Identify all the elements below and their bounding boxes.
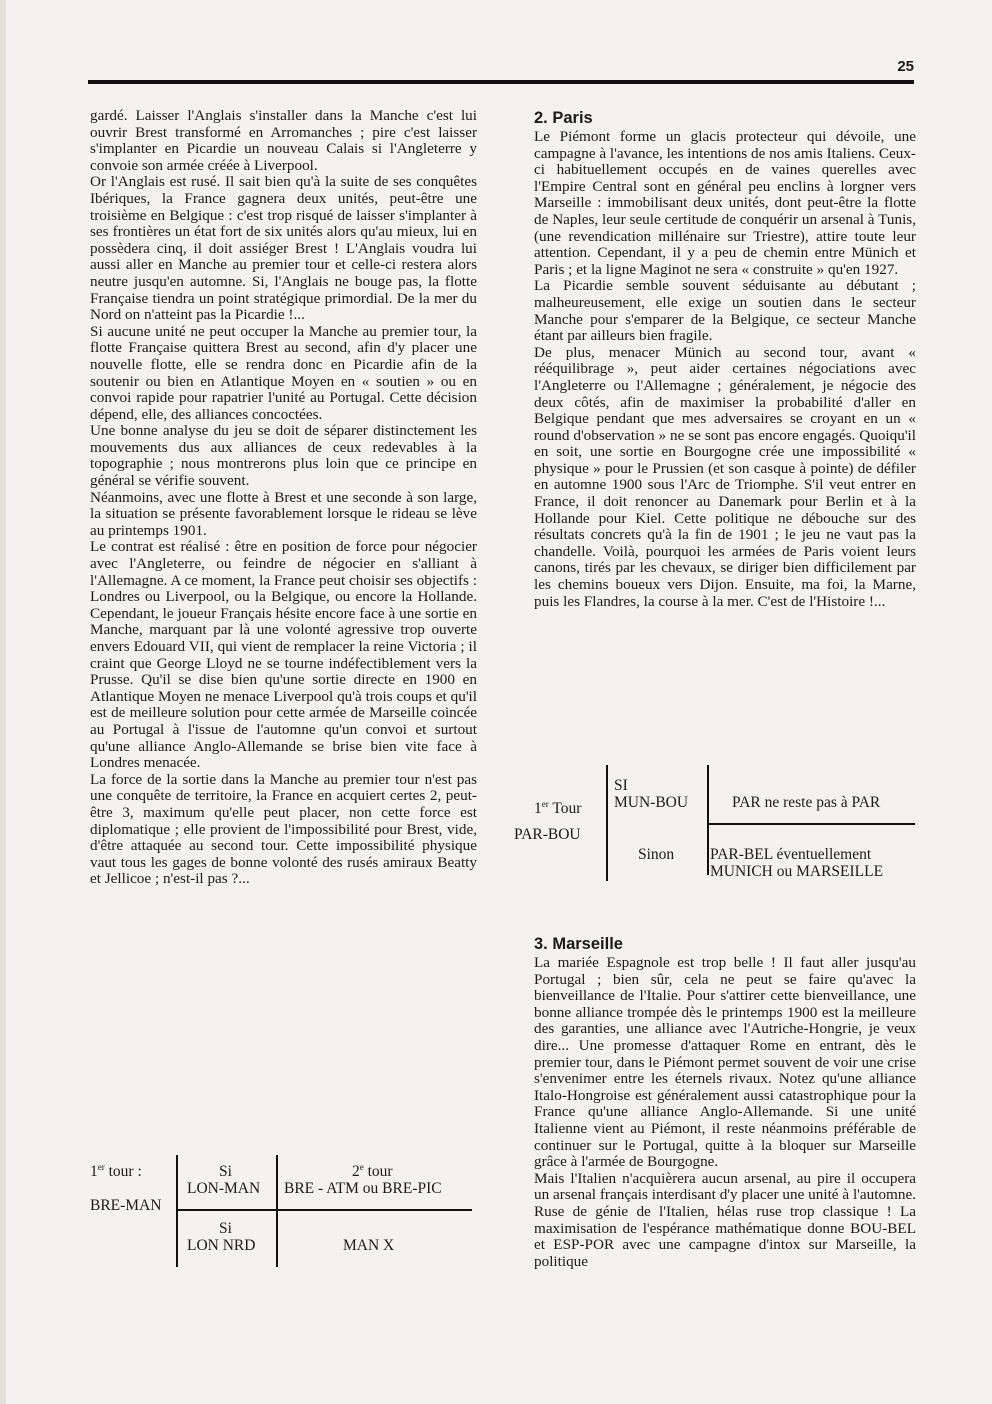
- condition2-move: LON NRD: [187, 1237, 256, 1254]
- paragraph: gardé. Laisser l'Anglais s'installer dans la Manche c'est lui ouvrir Brest transformé en Arromanches ; pire c'est laisser s'implanter en Picardie un nouveau Calais si l'Angleterre y convoie son armée créée à Liverpool.: [90, 107, 477, 174]
- tour-label: [534, 800, 581, 818]
- header-rule: [88, 80, 914, 84]
- paragraph: De plus, menacer Münich au second tour, avant « rééquilibrage », peut aider certaines négociations avec l'Angleterre ou l'Allemagne ; généralement, je négocie des deux côtés, afin de maximiser la probabilité d'aller en Belgique pendant que mes adversaires se croyant en un « round d'observation » ne se sont pas encore engagés. Quoiqu'il en soit, une sortie en Bourgogne crée une impossibilité « physique » pour le Prussien (et son casque à pointe) de défiler en automne 1900 sous l'Arc de Triomphe. S'il veut entrer en France, il doit renoncer au Danemark pour Berlin et à la Hollande pour Kiel. Cette politique ne débouche sur des résultats concrets qu'à la fin de 1901 ; le jeu ne vaut pas la chandelle. Voilà, pourquoi les armées de Paris voient leurs canons, tirés par les chevaux, se diriger bien difficilement par les chemins boueux vers Dijon. Ensuite, ma foi, la Marne, puis les Flandres, la course à la mer. C'est de l'Histoire !...: [534, 343, 916, 610]
- page-number: 25: [897, 58, 914, 75]
- tour-word: tour :: [104, 1163, 142, 1180]
- outcome2: MAN X: [343, 1237, 395, 1254]
- left-column: [90, 108, 477, 888]
- paragraph: Le contrat est réalisé : être en position de force pour négocier avec l'Angleterre, ou feindre de négocier en s'alliant à l'Allemagne. A ce moment, la France peut choisir ses objectifs : Londres ou Liverpool, ou la Belgique, ou encore la Hollande. Cependant, le joueur Français hésite encore face à une sortie en Manche, marquant par là une volonté agressive trop ouverte envers Edouard VII, qui vient de remplacer la reine Victoria ; il craint que George Lloyd ne se tourne indéfectiblement vers la Prusse. Qu'il se dise bien qu'une sortie directe en 1900 en Atlantique Moyen ne menace Liverpool qu'à trois coups et qu'il est de meilleure solution pour cette armée de Marseille coincée au Portugal à l'issue de l'automne qu'un convoi et surtout qu'une alliance Anglo-Allemande se brise bien vite face à Londres menacée.: [90, 538, 477, 772]
- paragraph: Or l'Anglais est rusé. Il sait bien qu'à la suite de ses conquêtes Ibériques, la France gagnera deux unités, peut-être une troisième en Belgique : c'est trop risqué de laisser s'implanter à ses frontières un état fort de six unités alors qu'au mieux, lui en possèdera cinq, il doit assiéger Brest ! L'Anglais voudra lui aussi aller en Manche au premier tour et celle-ci restera alors neutre jusqu'en automne. Si, l'Anglais ne bouge pas, la flotte Française tiendra un point stratégique primordial. De la mer du Nord on n'atteint pas la Picardie !...: [90, 173, 477, 324]
- condition-move: LON-MAN: [187, 1180, 261, 1197]
- tour-superscript: er: [97, 1162, 105, 1172]
- condition-move: MUN-BOU: [614, 794, 689, 811]
- marseille-text: [534, 955, 916, 1270]
- tour-number: 1: [534, 800, 542, 817]
- section-heading-marseille: 3. Marseille: [534, 935, 623, 953]
- paragraph: Si aucune unité ne peut occuper la Manche au premier tour, la flotte Française quittera Brest au second, afin d'y placer une nouvelle flotte, elle se rendra donc en Picardie afin de la soutenir ou bien en Atlantique Moyen en « soutien » ou en convoi rapide pour rapatrier l'unité au Portugal. Cette décision dépend, elle, des alliances concoctées.: [90, 322, 477, 423]
- paragraph: La mariée Espagnole est trop belle ! Il faut aller jusqu'au Portugal ; bien sûr, cela ne peut se faire qu'avec la bienveillance de l'Italie. Pour s'attirer cette bienveillance, une bonne alliance trompée dès le printemps 1900 est la meilleure des garanties, une alliance avec l'Autriche-Hongrie, je veux dire... Une promesse d'attaquer Rome en entrant, dès le premier tour, dans le Piémont permet souvent de voir une crise s'envenimer entre les éternels rivaux. Notez qu'une alliance Italo-Hongroise est généralement aussi catastrophique pour la France qu'une alliance Anglo-Allemande. Si une unité Italienne vient au Piémont, il reste néanmoins préférable de continuer sur le Portugal, quitte à la bloquer sur Marseille grâce à l'armée de Bourgogne.: [534, 954, 916, 1171]
- paris-text: [534, 129, 916, 610]
- outcome: PAR ne reste pas à PAR: [732, 794, 881, 811]
- brest-decision-table: [90, 1155, 480, 1270]
- else-outcome-line2: MUNICH ou MARSEILLE: [710, 863, 884, 880]
- else-outcome-line1: PAR-BEL éventuellement: [710, 846, 872, 863]
- start-move: PAR-BOU: [514, 826, 581, 843]
- condition-label: Si: [219, 1163, 232, 1180]
- paragraph: Mais l'Italien n'acquièrera aucun arsenal, au pire il occupera un arsenal français interdisant d'y placer une unité à l'automne. Ruse de génie de l'Italien, hélas ruse trop classique ! La maximisation de l'espérance mathématique donne BOU-BEL et ESP-POR avec une campagne d'intox sur Marseille, la politique: [534, 1169, 916, 1270]
- condition2-label: Si: [219, 1220, 232, 1237]
- table-divider-vertical: [707, 765, 709, 875]
- paragraph: Le Piémont forme un glacis protecteur qui dévoile, une campagne à l'avance, les intentions de nos amis Italiens. Ceux-ci habituellement occupés en de vaines querelles avec l'Empire Central sont en général peu enclins à lorgner vers Marseille : immobilisant deux unités, dont peut-être la flotte de Naples, leur seule certitude de conquérir un arsenal à Tunis, (une revendication millénaire sur Triestre), attire toute leur attention. Cependant, il y a peu de chemin entre Münich et Paris ; et la ligne Maginot ne sera « construite » qu'en 1927.: [534, 128, 916, 278]
- second-tour-superscript: e: [359, 1162, 364, 1172]
- paragraph: La force de la sortie dans la Manche au premier tour n'est pas une conquête de territoire, la France en acquiert certes 2, peut-être 3, maximum qu'elle peut placer, non cette force est diplomatique ; elle provient de l'impossibilité pour Brest, vide, d'être attaquée au second tour. Cette impossibilité physique vaut tous les gages de bonne volonté des rusés amiraux Beatty et Jellicoe ; n'est-il pas ?...: [90, 770, 477, 888]
- second-tour-word: tour: [363, 1163, 393, 1180]
- paragraph: La Picardie semble souvent séduisante au débutant ; malheureusement, elle exige un soutien dans le secteur Manche pour s'emparer de la Belgique, ce secteur Manche étant par ailleurs bien fragile.: [534, 277, 916, 345]
- table-divider-horizontal: [707, 823, 915, 825]
- tour-word: Tour: [548, 800, 582, 817]
- outcome: BRE - ATM ou BRE-PIC: [284, 1180, 442, 1197]
- page-edge: [0, 0, 6, 1404]
- table-divider-horizontal: [176, 1209, 472, 1211]
- paragraph: Néanmoins, avec une flotte à Brest et une seconde à son large, la situation se présente favorablement lorsque le rideau se lève au printemps 1901.: [90, 488, 477, 539]
- condition-label: SI: [614, 777, 628, 794]
- paris-decision-table: [510, 765, 920, 885]
- second-tour-label: [352, 1163, 393, 1181]
- tour-number: 1: [90, 1163, 98, 1180]
- section-heading-paris: 2. Paris: [534, 109, 593, 127]
- tour-superscript: er: [541, 799, 549, 809]
- else-label: Sinon: [638, 846, 675, 863]
- start-move: BRE-MAN: [90, 1197, 162, 1214]
- table-divider-vertical: [606, 765, 608, 881]
- table-divider-vertical: [176, 1155, 178, 1267]
- table-divider-vertical: [276, 1155, 278, 1267]
- second-tour-number: 2: [352, 1163, 360, 1180]
- paragraph: Une bonne analyse du jeu se doit de séparer distinctement les mouvements dus aux alliances de ceux redevables à la topographie ; nous montrerons plus loin que ce principe en général se vérifie souvent.: [90, 422, 477, 490]
- tour-label: [90, 1163, 142, 1181]
